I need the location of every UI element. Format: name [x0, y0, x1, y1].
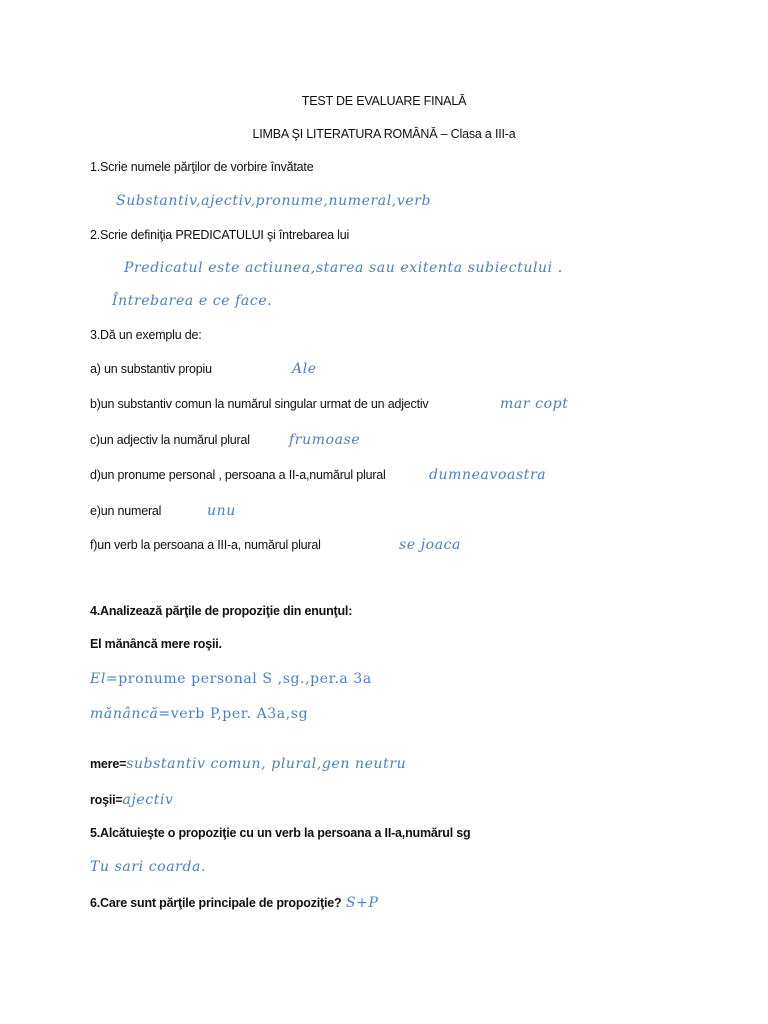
question-3: 3.Dă un exemplu de: [90, 328, 202, 342]
q4-answer-mere: substantiv comun, plural,gen neutru [126, 756, 407, 772]
answer-1: Substantiv,ajectiv,pronume,numeral,verb [116, 193, 432, 209]
q3-item-f-prompt: f)un verb la persoana a III-a, numărul plural [90, 538, 321, 552]
q4-word-el: El= [90, 671, 119, 687]
q4-analysis-rosii [90, 791, 174, 809]
q3-item-b-prompt: b)un substantiv comun la numărul singular urmat de un adjectiv [90, 397, 429, 411]
page-title: TEST DE EVALUARE FINALĂ [301, 94, 467, 108]
answer-2-definition: Predicatul este actiunea,starea sau exitenta subiectului . [124, 260, 563, 276]
q4-sentence: El mănâncă mere roşii. [90, 637, 222, 651]
q3-item-d-answer: dumneavoastra [429, 467, 547, 483]
question-1: 1.Scrie numele părţilor de vorbire învătate [90, 160, 314, 174]
q4-answer-el: pronume personal S ,sg.,per.a 3a [118, 671, 372, 687]
q3-item-d-prompt: d)un pronume personal , persoana a II-a,numărul plural [90, 468, 386, 482]
q3-item-c-prompt: c)un adjectiv la numărul plural [90, 433, 250, 447]
q4-analysis-manaca [90, 705, 308, 723]
question-5: 5.Alcătuieşte o propoziţie cu un verb la persoana a II-a,numărul sg [90, 826, 471, 840]
question-6: 6.Care sunt părţile principale de propoziţie? [90, 896, 342, 910]
q4-answer-rosii: ajectiv [122, 792, 174, 808]
q3-item-b-answer: mar copt [500, 396, 569, 412]
answer-2-question: Întrebarea e ce face. [112, 293, 273, 309]
answer-6: S+P [345, 895, 379, 911]
q4-word-rosii: roşii= [90, 793, 123, 807]
answer-5: Tu sari coarda. [90, 859, 207, 875]
q4-analysis-el [90, 670, 372, 688]
q4-answer-manaca: verb P,per. A3a,sg [170, 706, 309, 722]
q3-item-e-answer: unu [207, 503, 236, 519]
q3-item-a-answer: Ale [292, 361, 317, 377]
q4-word-manaca: mănâncă= [90, 706, 171, 722]
q3-item-f-answer: se joaca [399, 537, 462, 553]
q3-item-e-prompt: e)un numeral [90, 504, 162, 518]
page-subtitle: LIMBA ŞI LITERATURA ROMÂNĂ – Clasa a III-a [252, 127, 516, 141]
q4-analysis-mere [90, 755, 406, 773]
question-4: 4.Analizează părţile de propoziţie din enunţul: [90, 604, 353, 618]
question-2: 2.Scrie definiţia PREDICATULUI şi întrebarea lui [90, 228, 350, 242]
q4-word-mere: mere= [90, 757, 127, 771]
q3-item-a-prompt: a) un substantiv propiu [90, 362, 212, 376]
q6-row [90, 894, 378, 912]
q3-item-c-answer: frumoase [289, 432, 361, 448]
